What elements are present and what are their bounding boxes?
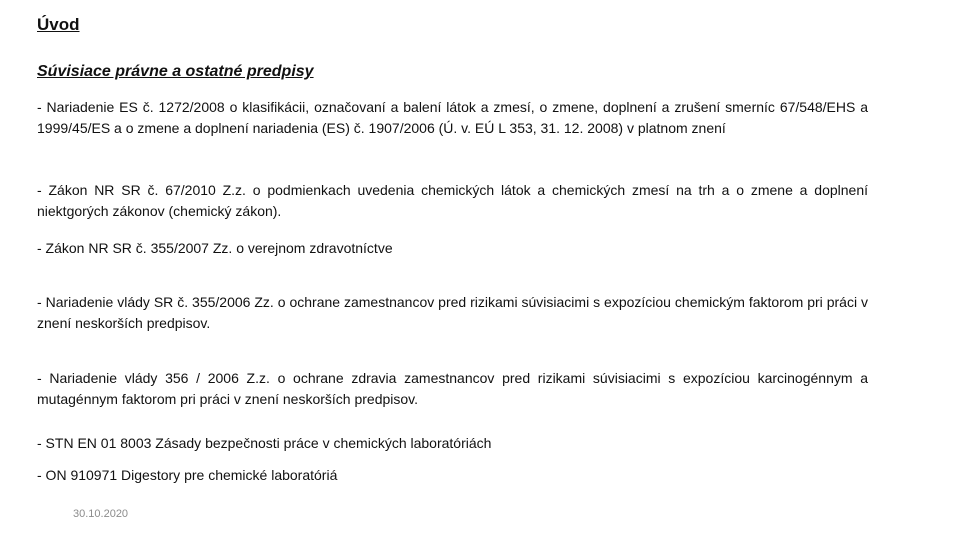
- regulation-item-5: - Nariadenie vlády 356 / 2006 Z.z. o ochrane zdravia zamestnancov pred rizikami súvisiacimi s expozíciou karcinogénnym a mutagénnym faktorom pri práci v znení neskorších predpisov.: [37, 370, 868, 407]
- slide-title: Úvod: [37, 15, 80, 34]
- section-subtitle: Súvisiace právne a ostatné predpisy: [37, 63, 314, 80]
- regulation-item-6: - STN EN 01 8003 Zásady bezpečnosti práce v chemických laboratóriách: [37, 435, 492, 451]
- regulation-item-1: - Nariadenie ES č. 1272/2008 o klasifikácii, označovaní a balení látok a zmesí, o zmene, doplnení a zrušení smerníc 67/548/EHS a 1999/45/ES a o zmene a doplnení nariadenia (ES) č. 1907/2006 (Ú. v. EÚ L 353, 31. 12. 2008) v platnom znení: [37, 99, 868, 136]
- regulation-item-2: - Zákon NR SR č. 67/2010 Z.z. o podmienkach uvedenia chemických látok a chemických zmesí na trh a o zmene a doplnení niektgorých zákonov (chemický zákon).: [37, 182, 868, 219]
- regulation-item-3: - Zákon NR SR č. 355/2007 Zz. o verejnom zdravotníctve: [37, 240, 393, 256]
- regulation-item-4: - Nariadenie vlády SR č. 355/2006 Zz. o ochrane zamestnancov pred rizikami súvisiacimi s expozíciou chemickým faktorom pri práci v znení neskorších predpisov.: [37, 294, 868, 331]
- footer-date: 30.10.2020: [73, 508, 129, 520]
- regulation-item-7: - ON 910971 Digestory pre chemické laboratóriá: [37, 467, 338, 483]
